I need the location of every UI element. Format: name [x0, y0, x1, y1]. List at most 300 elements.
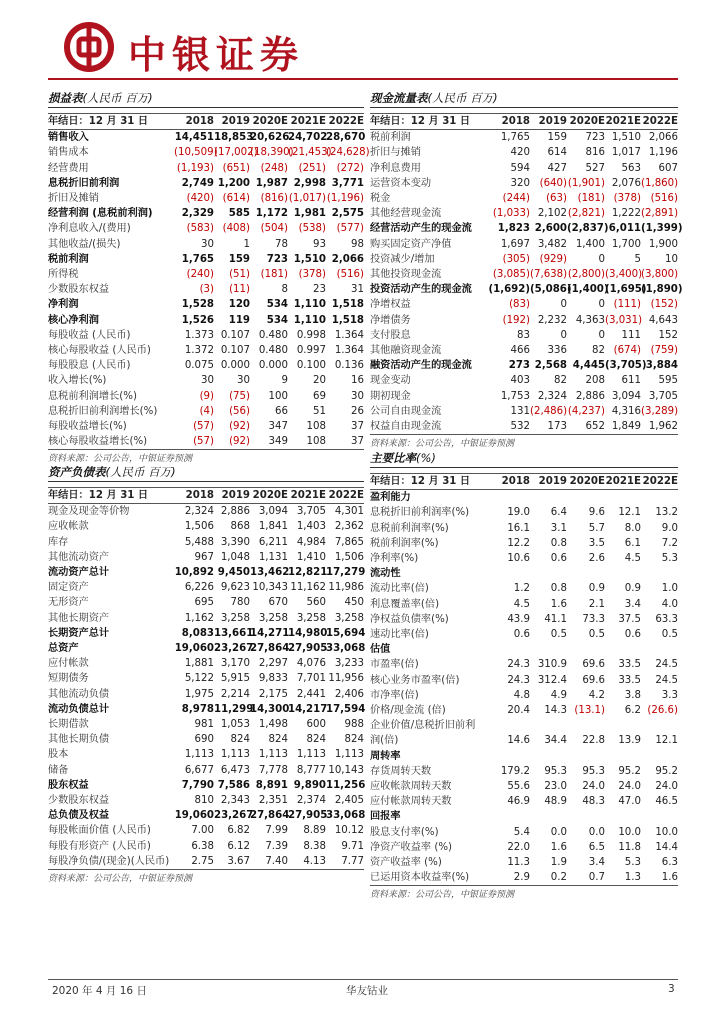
footer-page-number: 3: [668, 983, 675, 995]
cell-value: (1,695): [605, 284, 647, 296]
cell-value: 27,864: [250, 643, 290, 655]
row-label: 税金: [370, 193, 391, 205]
cell-value: 11,299: [214, 703, 254, 715]
cell-value: 6.5: [588, 841, 605, 853]
cell-value: 1,900: [648, 238, 678, 250]
panel-title-text: 主要比率: [370, 451, 416, 465]
table-row: [48, 823, 364, 838]
cell-value: (57): [193, 436, 214, 448]
cell-value: 14.3: [544, 705, 567, 717]
cell-value: 9,833: [258, 673, 288, 685]
cell-value: 816: [585, 147, 605, 159]
cell-value: 0.997: [296, 345, 326, 357]
table-row: [48, 595, 364, 610]
footer-date: 2020 年 4 月 16 日: [52, 985, 147, 997]
cell-value: 23,267: [214, 810, 254, 822]
cell-value: (10,509): [174, 147, 218, 159]
cell-value: 1,841: [258, 521, 288, 533]
row-label: 盈利能力: [370, 492, 411, 504]
cell-value: (577): [336, 223, 364, 235]
table-row: [370, 161, 678, 176]
cell-value: 33,068: [326, 643, 366, 655]
cell-value: 10.0: [618, 826, 641, 838]
cell-value: (3,400): [605, 269, 643, 281]
cell-value: [530, 490, 567, 506]
cell-value: (13.1): [574, 705, 605, 717]
cell-value: 4,445: [572, 360, 605, 372]
row-label: 其他投资现金流: [370, 269, 442, 281]
cell-value: [488, 490, 530, 506]
cell-value: 23.0: [544, 781, 567, 793]
cell-value: 2,329: [181, 208, 214, 220]
cell-value: 69.6: [582, 659, 605, 671]
cell-value: (51): [229, 269, 250, 281]
cell-value: [605, 809, 641, 824]
row-label: 经营费用: [48, 162, 89, 174]
cell-value: 5.3: [661, 553, 678, 565]
cell-value: 14.4: [655, 841, 678, 853]
source-note: 资料来源：公司公告，中银证券预测: [48, 454, 193, 465]
column-header: 2018: [185, 490, 214, 501]
cell-value: 6.4: [550, 507, 567, 519]
cell-value: 1,113: [184, 749, 214, 761]
table-row: [370, 597, 678, 612]
cell-value: [567, 718, 605, 733]
row-label: 无形资产: [48, 597, 89, 609]
cell-value: 12.2: [507, 537, 530, 549]
cell-value: [530, 809, 567, 824]
row-label: 其他长期资产: [48, 612, 110, 624]
cell-value: 1,110: [293, 299, 326, 311]
table-row: [370, 191, 678, 206]
cell-value: 95.3: [544, 765, 567, 777]
row-label: 支付股息: [370, 329, 411, 341]
cell-value: 1,506: [184, 521, 214, 533]
cell-value: 14,300: [250, 703, 290, 715]
column-header: 2021E: [605, 116, 641, 127]
cell-value: 3,258: [258, 612, 288, 624]
cell-value: 1,962: [648, 421, 678, 433]
table-row: [370, 130, 678, 146]
table-row: [370, 749, 678, 764]
row-label: 期初现金: [370, 390, 411, 402]
cell-value: (63): [546, 193, 567, 205]
cell-value: 19,060: [174, 810, 214, 822]
row-label: 价格/现金流 (倍): [370, 705, 446, 717]
cell-value: 22.0: [507, 841, 530, 853]
cell-value: 95.2: [655, 765, 678, 777]
row-label: 税前利润: [370, 132, 411, 144]
cell-value: 3.4: [588, 857, 605, 869]
cell-value: 28,670: [326, 132, 366, 144]
cell-value: (640): [539, 177, 567, 189]
cell-value: [567, 809, 605, 824]
cell-value: 2,568: [534, 360, 567, 372]
row-label: 固定资产: [48, 582, 89, 594]
row-label: 已运用资本收益率(%): [370, 872, 470, 884]
cell-value: (2,800): [567, 269, 605, 281]
panel-title: [370, 90, 678, 107]
cell-value: 17,594: [326, 703, 366, 715]
cell-value: 98: [351, 238, 364, 250]
cell-value: (244): [502, 193, 530, 205]
cell-value: 4,316: [611, 405, 641, 417]
cell-value: 3,705: [648, 390, 678, 402]
cell-value: 46.9: [507, 796, 530, 808]
cell-value: (3): [199, 284, 214, 296]
source-note: 资料来源：公司公告，中银证券预测: [370, 439, 515, 450]
cell-value: 3.67: [227, 855, 250, 867]
cell-value: (1,860): [641, 177, 679, 189]
cell-value: 2,886: [220, 506, 250, 518]
cell-value: (251): [298, 162, 326, 174]
cell-value: 5,488: [184, 536, 214, 548]
cell-value: 159: [228, 253, 250, 265]
cell-value: 2,886: [575, 390, 605, 402]
cell-value: 1,700: [611, 238, 641, 250]
cell-value: 7,586: [217, 779, 250, 791]
cell-value: 93: [313, 238, 326, 250]
cell-value: 5.7: [588, 522, 605, 534]
cell-value: (1,901): [567, 177, 605, 189]
cell-value: 1,017: [611, 147, 641, 159]
panel-unit: (%): [416, 451, 436, 465]
cell-value: 4.2: [588, 689, 605, 701]
cell-value: 1,162: [184, 612, 214, 624]
table-row: [370, 870, 678, 885]
cell-value: 10: [665, 253, 678, 265]
table-row: [370, 313, 678, 328]
cell-value: [530, 718, 567, 733]
row-label: 融资活动产生的现金流: [370, 360, 472, 372]
cell-value: 0.075: [184, 360, 214, 372]
cell-value: 37: [351, 421, 364, 433]
cell-value: 1,881: [184, 658, 214, 670]
row-label: 净增债务: [370, 314, 411, 326]
cell-value: (651): [222, 162, 250, 174]
cell-value: 16.1: [507, 522, 530, 534]
source-note: 资料来源：公司公告，中银证券预测: [48, 874, 193, 885]
cell-value: 18,853: [214, 132, 254, 144]
cell-value: (759): [650, 345, 678, 357]
table-row: [48, 839, 364, 854]
cell-value: 13,661: [214, 627, 254, 639]
column-header: 2022E: [642, 476, 678, 487]
row-label: 权益自由现金流: [370, 421, 442, 433]
cell-value: 24.5: [655, 674, 678, 686]
table-row: [48, 580, 364, 595]
table-row: [48, 221, 364, 236]
row-label: 股本: [48, 749, 69, 761]
cell-value: (26.6): [647, 705, 678, 717]
row-label: 其他流动负债: [48, 688, 110, 700]
row-label: 库存: [48, 536, 69, 548]
table-row: [370, 612, 678, 627]
row-label: 资产收益率 (%): [370, 857, 442, 869]
cell-value: 1,849: [611, 421, 641, 433]
cell-value: 981: [194, 719, 214, 731]
cell-value: 2,441: [296, 688, 326, 700]
income-table: [48, 113, 370, 449]
cell-value: 695: [194, 597, 214, 609]
cell-value: 3.8: [624, 689, 641, 701]
column-header: 2022E: [328, 116, 364, 127]
cell-value: 3,705: [296, 506, 326, 518]
table-row: [48, 328, 364, 343]
cell-value: 10,143: [328, 764, 364, 776]
cell-value: 6.1: [624, 537, 641, 549]
cell-value: [530, 749, 567, 764]
cell-value: 152: [658, 329, 678, 341]
table-row: [48, 808, 364, 823]
table-row: [370, 840, 678, 855]
cell-value: 27,864: [250, 810, 290, 822]
year-end-label: 年结日：12 月 31 日: [48, 490, 149, 501]
cell-value: [530, 566, 567, 581]
cell-value: 6,473: [220, 764, 250, 776]
cell-value: 534: [266, 314, 288, 326]
cell-value: 534: [266, 299, 288, 311]
cell-value: 108: [306, 421, 326, 433]
cell-value: (1,196): [326, 193, 364, 205]
cell-value: [641, 642, 678, 657]
table-row: [370, 627, 678, 642]
table-row: [48, 130, 364, 146]
cell-value: 3.4: [624, 598, 641, 610]
year-end-label: 年结日：12 月 31 日: [370, 476, 471, 487]
cell-value: 47.0: [618, 796, 641, 808]
table-row: [48, 176, 364, 191]
cell-value: 12,821: [288, 567, 328, 579]
panel-title-text: 损益表: [48, 91, 83, 105]
cell-value: 5.3: [624, 857, 641, 869]
cell-value: 1,981: [293, 208, 326, 220]
cell-value: [567, 490, 605, 506]
cell-value: 78: [275, 238, 288, 250]
cell-value: 7.99: [265, 825, 288, 837]
cell-value: (583): [186, 223, 214, 235]
cell-value: (1,400): [567, 284, 609, 296]
row-label: 周转率: [370, 750, 401, 762]
cell-value: 1,172: [255, 208, 288, 220]
cell-value: 1,113: [334, 749, 364, 761]
cell-value: (92): [229, 436, 250, 448]
table-row: [48, 717, 364, 732]
cell-value: 2,575: [331, 208, 364, 220]
cell-value: [605, 490, 641, 506]
cell-value: 31: [351, 284, 364, 296]
cell-value: 159: [547, 132, 567, 144]
column-header: 2021E: [290, 116, 326, 127]
cell-value: 13.9: [618, 735, 641, 747]
table-row: [48, 343, 364, 358]
row-label: 应付帐款周转天数: [370, 796, 452, 808]
cell-value: 0.000: [220, 360, 250, 372]
cell-value: [488, 749, 530, 764]
row-label: 净利息费用: [370, 162, 421, 174]
cell-value: 0: [598, 299, 605, 311]
cell-value: (929): [539, 253, 567, 265]
cell-value: 48.9: [544, 796, 567, 808]
table-row: [48, 206, 364, 221]
row-label: 购买固定资产净值: [370, 238, 452, 250]
table-row: [370, 794, 678, 809]
table-row: [48, 297, 364, 312]
cell-value: 8.0: [624, 522, 641, 534]
cell-value: (420): [186, 193, 214, 205]
cell-value: 1,222: [611, 208, 641, 220]
cell-value: 1,510: [611, 132, 641, 144]
cell-value: 100: [268, 390, 288, 402]
cell-value: 20.4: [507, 705, 530, 717]
table-row: [48, 611, 364, 626]
cell-value: 2,102: [537, 208, 567, 220]
cell-value: (181): [577, 193, 605, 205]
cell-value: 1,506: [334, 551, 364, 563]
cell-value: (240): [186, 269, 214, 281]
cell-value: (7,638): [530, 269, 568, 281]
panel-unit: (人民币 百万): [105, 465, 176, 479]
table-row: [370, 176, 678, 191]
column-header: 2019: [538, 476, 567, 487]
cell-value: 2,232: [537, 314, 567, 326]
cell-value: 33.5: [618, 674, 641, 686]
row-label: 折旧与摊销: [370, 147, 421, 159]
table-row: [370, 657, 678, 672]
table-header-row: [370, 114, 678, 130]
table-row: [370, 566, 678, 581]
cell-value: 131: [510, 405, 530, 417]
cell-value: 450: [344, 597, 364, 609]
cell-value: (1,017): [288, 193, 326, 205]
cell-value: 723: [585, 132, 605, 144]
cell-value: (378): [613, 193, 641, 205]
cell-value: (83): [509, 299, 530, 311]
ratios-table: [370, 473, 678, 885]
cell-value: (57): [193, 421, 214, 433]
cell-value: 1.6: [550, 598, 567, 610]
cell-value: 14,271: [250, 627, 290, 639]
cell-value: 23: [313, 284, 326, 296]
cell-value: 1,053: [220, 719, 250, 731]
row-label: 回报率: [370, 811, 401, 823]
cell-value: 19,060: [174, 643, 214, 655]
cell-value: 611: [621, 375, 641, 387]
cell-value: 11,986: [328, 582, 364, 594]
row-label: 润(倍): [370, 735, 399, 747]
cell-value: 810: [194, 795, 214, 807]
cell-value: [567, 566, 605, 581]
row-label: 所得税: [48, 269, 79, 281]
cell-value: 55.6: [507, 781, 530, 793]
cell-value: 607: [658, 162, 678, 174]
cell-value: 0.998: [296, 329, 326, 341]
cell-value: 24,702: [288, 132, 328, 144]
table-row: [370, 297, 678, 312]
table-row: [48, 434, 364, 449]
cell-value: 9.0: [661, 522, 678, 534]
table-row: [48, 267, 364, 282]
cell-value: 46.5: [655, 796, 678, 808]
cell-value: 3,233: [334, 658, 364, 670]
cell-value: 652: [585, 421, 605, 433]
table-row: [370, 764, 678, 779]
column-header: 2019: [538, 116, 567, 127]
cell-value: 2,998: [293, 177, 326, 189]
cell-value: 1.373: [184, 329, 214, 341]
table-row: [48, 389, 364, 404]
column-header: 2020E: [569, 476, 605, 487]
cell-value: 0.6: [513, 629, 530, 641]
row-label: 流动资产总计: [48, 567, 110, 579]
table-row: [48, 565, 364, 580]
row-label: 其他经营现金流: [370, 208, 442, 220]
cell-value: 1,113: [220, 749, 250, 761]
cell-value: 4,643: [648, 314, 678, 326]
cell-value: 3,258: [296, 612, 326, 624]
cell-value: 2,362: [334, 521, 364, 533]
cell-value: [488, 809, 530, 824]
cell-value: [605, 642, 641, 657]
cell-value: 4.13: [303, 855, 326, 867]
cell-value: 179.2: [500, 765, 530, 777]
cell-value: [605, 566, 641, 581]
cell-value: 6,677: [184, 764, 214, 776]
table-row: [48, 793, 364, 808]
cell-value: 7,790: [181, 779, 214, 791]
table-row: [370, 490, 678, 506]
cell-value: 1,403: [296, 521, 326, 533]
cell-value: 0.100: [296, 360, 326, 372]
table-row: [370, 809, 678, 824]
table-header-row: [48, 114, 364, 130]
cell-value: 111: [621, 329, 641, 341]
panel-title-text: 资产负债表: [48, 465, 106, 479]
cell-value: 1.6: [550, 841, 567, 853]
cell-value: (538): [298, 223, 326, 235]
cell-value: [641, 809, 678, 824]
cell-value: 11.8: [618, 841, 641, 853]
cell-value: 1.0: [661, 583, 678, 595]
cell-value: 0.6: [624, 629, 641, 641]
cell-value: 41.1: [544, 613, 567, 625]
cell-value: 0.0: [550, 826, 567, 838]
table-row: [48, 313, 364, 328]
cell-value: (1,692): [488, 284, 530, 296]
row-label: 运营资本变动: [370, 177, 432, 189]
cell-value: 1,987: [255, 177, 288, 189]
cell-value: 7.77: [341, 855, 364, 867]
cell-value: 37.5: [618, 613, 641, 625]
row-label: 长期资产总计: [48, 627, 110, 639]
row-label: 净利息收入/(费用): [48, 223, 131, 235]
cell-value: [488, 566, 530, 581]
row-label: 每股股息 (人民币): [48, 360, 131, 372]
cell-value: 0.136: [334, 360, 364, 372]
cell-value: 3,771: [331, 177, 364, 189]
cashflow-panel: [370, 90, 683, 451]
cell-value: 2,324: [537, 390, 567, 402]
row-label: 长期借款: [48, 719, 89, 731]
cell-value: (248): [260, 162, 288, 174]
cell-value: 27,905: [288, 643, 328, 655]
cell-value: 6.3: [661, 857, 678, 869]
cell-value: 2,351: [258, 795, 288, 807]
footer-rule: [48, 979, 678, 980]
table-row: [48, 732, 364, 747]
cell-value: 0.5: [661, 629, 678, 641]
row-label: 短期债务: [48, 673, 89, 685]
